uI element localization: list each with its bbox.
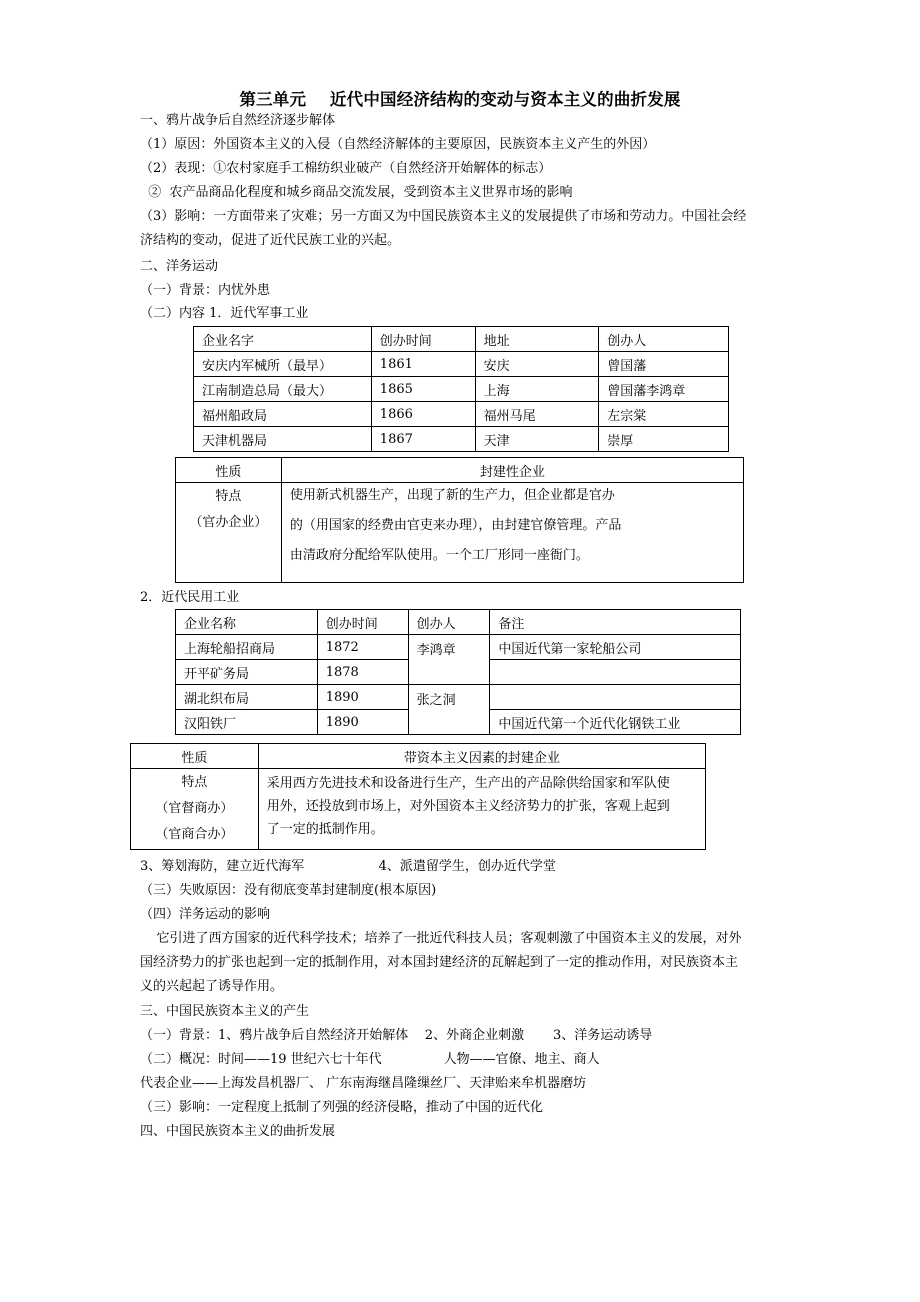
section-2-impact-text: 国经济势力的扩张也起到一定的抵制作用，对本国封建经济的瓦解起到了一定的推动作用，对民族资本主 — [140, 955, 739, 970]
section-2-heading: 二、洋务运动 — [140, 259, 219, 274]
feature-text-line: 由清政府分配给军队使用。一个工厂形同一座衙门。 — [289, 548, 589, 563]
table-cell: 曾国藩 — [599, 352, 729, 377]
table-row — [194, 352, 729, 377]
column-header: 企业名字 — [194, 327, 372, 352]
feature-text-line: 的（用国家的经费由官吏来办理），由封建官僚管理。产品 — [289, 518, 622, 533]
section-2-content-military: （二）内容 1．近代军事工业 — [140, 306, 309, 321]
section-3-background: （一）背景：1、鸦片战争后自然经济开始解体 2、外商企业刺激 3、洋务运动诱导 — [140, 1028, 653, 1043]
section-2-impact-text: 它引进了西方国家的近代科学技术；培养了一批近代科技人员；客观刺激了中国资本主义的发展，对外 — [140, 931, 742, 946]
table-cell: 1890 — [317, 685, 408, 710]
civil-industry-table — [175, 609, 741, 735]
feature-label: 特点 — [215, 489, 242, 504]
table-cell: 开平矿务局 — [176, 660, 318, 685]
table-cell: 张之洞 — [408, 685, 490, 735]
section-1-manifestation: （2）表现：①农村家庭手工棉纺织业破产（自然经济开始解体的标志） — [140, 161, 552, 176]
feature-text-line: 采用西方先进技术和设备进行生产，生产出的产品除供给国家和军队使 — [266, 776, 670, 791]
table-cell: 福州船政局 — [194, 402, 372, 427]
table-row — [131, 769, 706, 850]
table-header-row — [194, 327, 729, 352]
feature-label-cell — [131, 769, 259, 850]
table-cell: 崇厚 — [599, 427, 729, 452]
column-header: 创办人 — [599, 327, 729, 352]
section-2-failure: （三）失败原因：没有彻底变革封建制度(根本原因) — [140, 883, 437, 898]
table-row — [194, 377, 729, 402]
section-4-heading: 四、中国民族资本主义的曲折发展 — [140, 1124, 336, 1139]
feature-label-cell — [176, 483, 282, 583]
section-1-cause: （1）原因：外国资本主义的入侵（自然经济解体的主要原因，民族资本主义产生的外因） — [140, 137, 656, 152]
table-cell: 湖北织布局 — [176, 685, 318, 710]
table-cell: 天津机器局 — [194, 427, 372, 452]
section-2-items-3-4: 3、筹划海防，建立近代海军 4、派遣留学生，创办近代学堂 — [140, 859, 556, 874]
section-1-heading: 一、鸦片战争后自然经济逐步解体 — [140, 113, 336, 128]
civil-nature-table — [130, 743, 706, 850]
section-3-heading: 三、中国民族资本主义的产生 — [140, 1004, 310, 1019]
nature-value: 封建性企业 — [281, 458, 743, 483]
table-row — [176, 458, 744, 483]
table-row — [176, 635, 741, 660]
section-2-impact-text: 义的兴起起了诱导作用。 — [140, 979, 284, 994]
section-1-manifestation-2: ② 农产品商品化程度和城乡商品交流发展，受到资本主义世界市场的影响 — [140, 185, 573, 200]
feature-text-line: 用外，还投放到市场上，对外国资本主义经济势力的扩张，客观上起到 — [266, 799, 670, 814]
feature-text-cell — [258, 769, 705, 850]
table-cell: 1872 — [317, 635, 408, 660]
section-3-representatives: 代表企业——上海发昌机器厂、 广东南海继昌隆缫丝厂、天津贻来牟机器磨坊 — [140, 1076, 587, 1091]
section-3-overview: （二）概况：时间——19 世纪六七十年代 人物——官僚、地主、商人 — [140, 1052, 600, 1067]
section-1-impact-cont: 济结构的变动，促进了近代民族工业的兴起。 — [140, 233, 401, 248]
table-cell: 1866 — [371, 402, 475, 427]
table-row — [176, 483, 744, 583]
table-cell: 中国近代第一家轮船公司 — [490, 635, 741, 660]
section-3-impact: （三）影响：一定程度上抵制了列强的经济侵略，推动了中国的近代化 — [140, 1100, 544, 1115]
feature-sublabel: （官办企业） — [189, 515, 268, 530]
table-cell: 上海 — [475, 377, 599, 402]
column-header: 企业名称 — [176, 610, 318, 635]
military-nature-table — [175, 457, 744, 583]
table-cell: 中国近代第一个近代化钢铁工业 — [490, 710, 741, 735]
table-cell: 1890 — [317, 710, 408, 735]
column-header: 创办时间 — [317, 610, 408, 635]
feature-text-line: 使用新式机器生产，出现了新的生产力，但企业都是官办 — [289, 488, 615, 503]
section-2-impact-heading: （四）洋务运动的影响 — [140, 907, 271, 922]
table-cell: 1865 — [371, 377, 475, 402]
table-cell: 江南制造总局（最大） — [194, 377, 372, 402]
table-cell: 汉阳铁厂 — [176, 710, 318, 735]
table-cell — [490, 685, 741, 710]
feature-label: 特点 — [181, 775, 208, 790]
table-cell — [490, 660, 741, 685]
unit-title: 第三单元 近代中国经济结构的变动与资本主义的曲折发展 — [239, 90, 681, 109]
table-row — [131, 744, 706, 769]
military-industry-table — [193, 326, 729, 452]
section-2-content-civil: 2．近代民用工业 — [140, 590, 240, 605]
table-cell: 安庆 — [475, 352, 599, 377]
feature-text-line: 了一定的抵制作用。 — [266, 822, 384, 837]
nature-value: 带资本主义因素的封建企业 — [258, 744, 705, 769]
section-2-background: （一）背景：内忧外患 — [140, 283, 271, 298]
table-cell: 曾国藩李鸿章 — [599, 377, 729, 402]
table-cell: 安庆内军械所（最早） — [194, 352, 372, 377]
table-cell: 左宗棠 — [599, 402, 729, 427]
section-1-impact: （3）影响：一方面带来了灾难；另一方面又为中国民族资本主义的发展提供了市场和劳动力。中国社会经 — [140, 209, 747, 224]
column-header: 地址 — [475, 327, 599, 352]
table-cell: 李鸿章 — [408, 635, 490, 685]
table-row — [194, 402, 729, 427]
column-header: 创办时间 — [371, 327, 475, 352]
table-row — [194, 427, 729, 452]
nature-label: 性质 — [176, 458, 282, 483]
table-row — [176, 685, 741, 710]
table-cell: 上海轮船招商局 — [176, 635, 318, 660]
table-header-row — [176, 610, 741, 635]
column-header: 备注 — [490, 610, 741, 635]
feature-sublabel: （官督商办） — [155, 801, 234, 816]
table-cell: 1861 — [371, 352, 475, 377]
feature-sublabel: （官商合办） — [155, 827, 234, 842]
table-cell: 天津 — [475, 427, 599, 452]
column-header: 创办人 — [408, 610, 490, 635]
table-cell: 1867 — [371, 427, 475, 452]
nature-label: 性质 — [131, 744, 259, 769]
table-cell: 1878 — [317, 660, 408, 685]
table-cell: 福州马尾 — [475, 402, 599, 427]
feature-text-cell — [281, 483, 743, 583]
